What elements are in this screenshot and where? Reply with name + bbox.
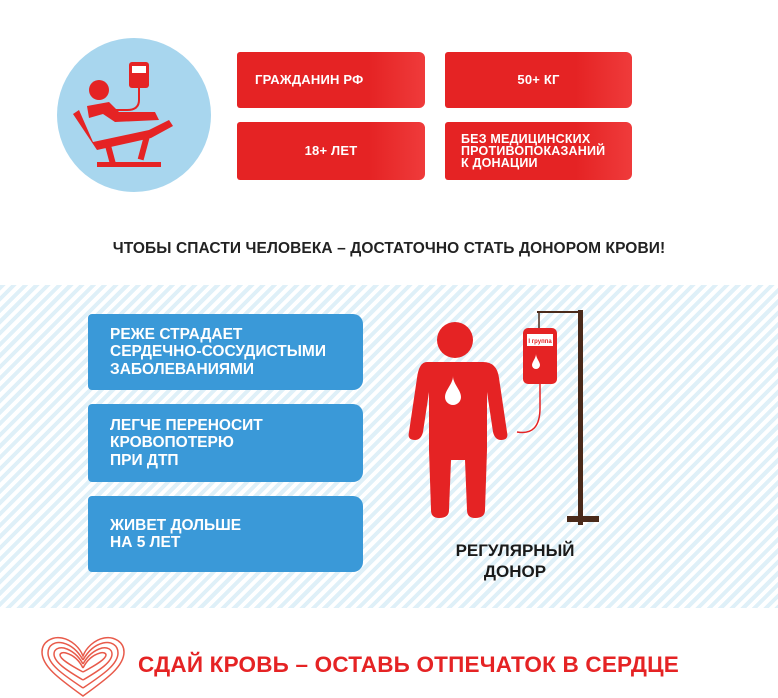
requirement-health bbox=[445, 122, 632, 180]
fingerprint-heart-icon bbox=[38, 636, 128, 698]
donor-with-iv-icon bbox=[405, 300, 625, 540]
benefit-card bbox=[88, 404, 363, 482]
benefit-card bbox=[88, 496, 363, 572]
benefit-text: ЛЕГЧЕ ПЕРЕНОСИТ КРОВОПОТЕРЮ ПРИ ДТП bbox=[110, 416, 263, 469]
benefit-text: РЕЖЕ СТРАДАЕТ СЕРДЕЧНО-СОСУДИСТЫМИ ЗАБОЛЕВАНИЯМИ bbox=[110, 325, 326, 378]
blood-bag-label: I группа bbox=[528, 339, 552, 345]
benefit-text: ЖИВЕТ ДОЛЬШЕ НА 5 ЛЕТ bbox=[110, 516, 242, 551]
footer-slogan: СДАЙ КРОВЬ – ОСТАВЬ ОТПЕЧАТОК В СЕРДЦЕ bbox=[138, 652, 679, 677]
requirement-weight-label: 50+ КГ bbox=[517, 72, 560, 87]
donor-caption: РЕГУЛЯРНЫЙ ДОНОР bbox=[455, 541, 575, 581]
requirement-age bbox=[237, 122, 425, 180]
requirement-health-label: БЕЗ МЕДИЦИНСКИХ ПРОТИВОПОКАЗАНИЙ К ДОНАЦИИ bbox=[461, 132, 606, 170]
slogan: ЧТОБЫ СПАСТИ ЧЕЛОВЕКА – ДОСТАТОЧНО СТАТЬ ДОНОРОМ КРОВИ! bbox=[112, 240, 666, 257]
requirement-weight bbox=[445, 52, 632, 108]
requirement-citizen bbox=[237, 52, 425, 108]
benefit-card bbox=[88, 314, 363, 390]
requirement-age-label: 18+ ЛЕТ bbox=[304, 143, 358, 158]
blood-donation-chair-icon bbox=[57, 38, 211, 192]
requirement-citizen-label: ГРАЖДАНИН РФ bbox=[255, 72, 364, 87]
